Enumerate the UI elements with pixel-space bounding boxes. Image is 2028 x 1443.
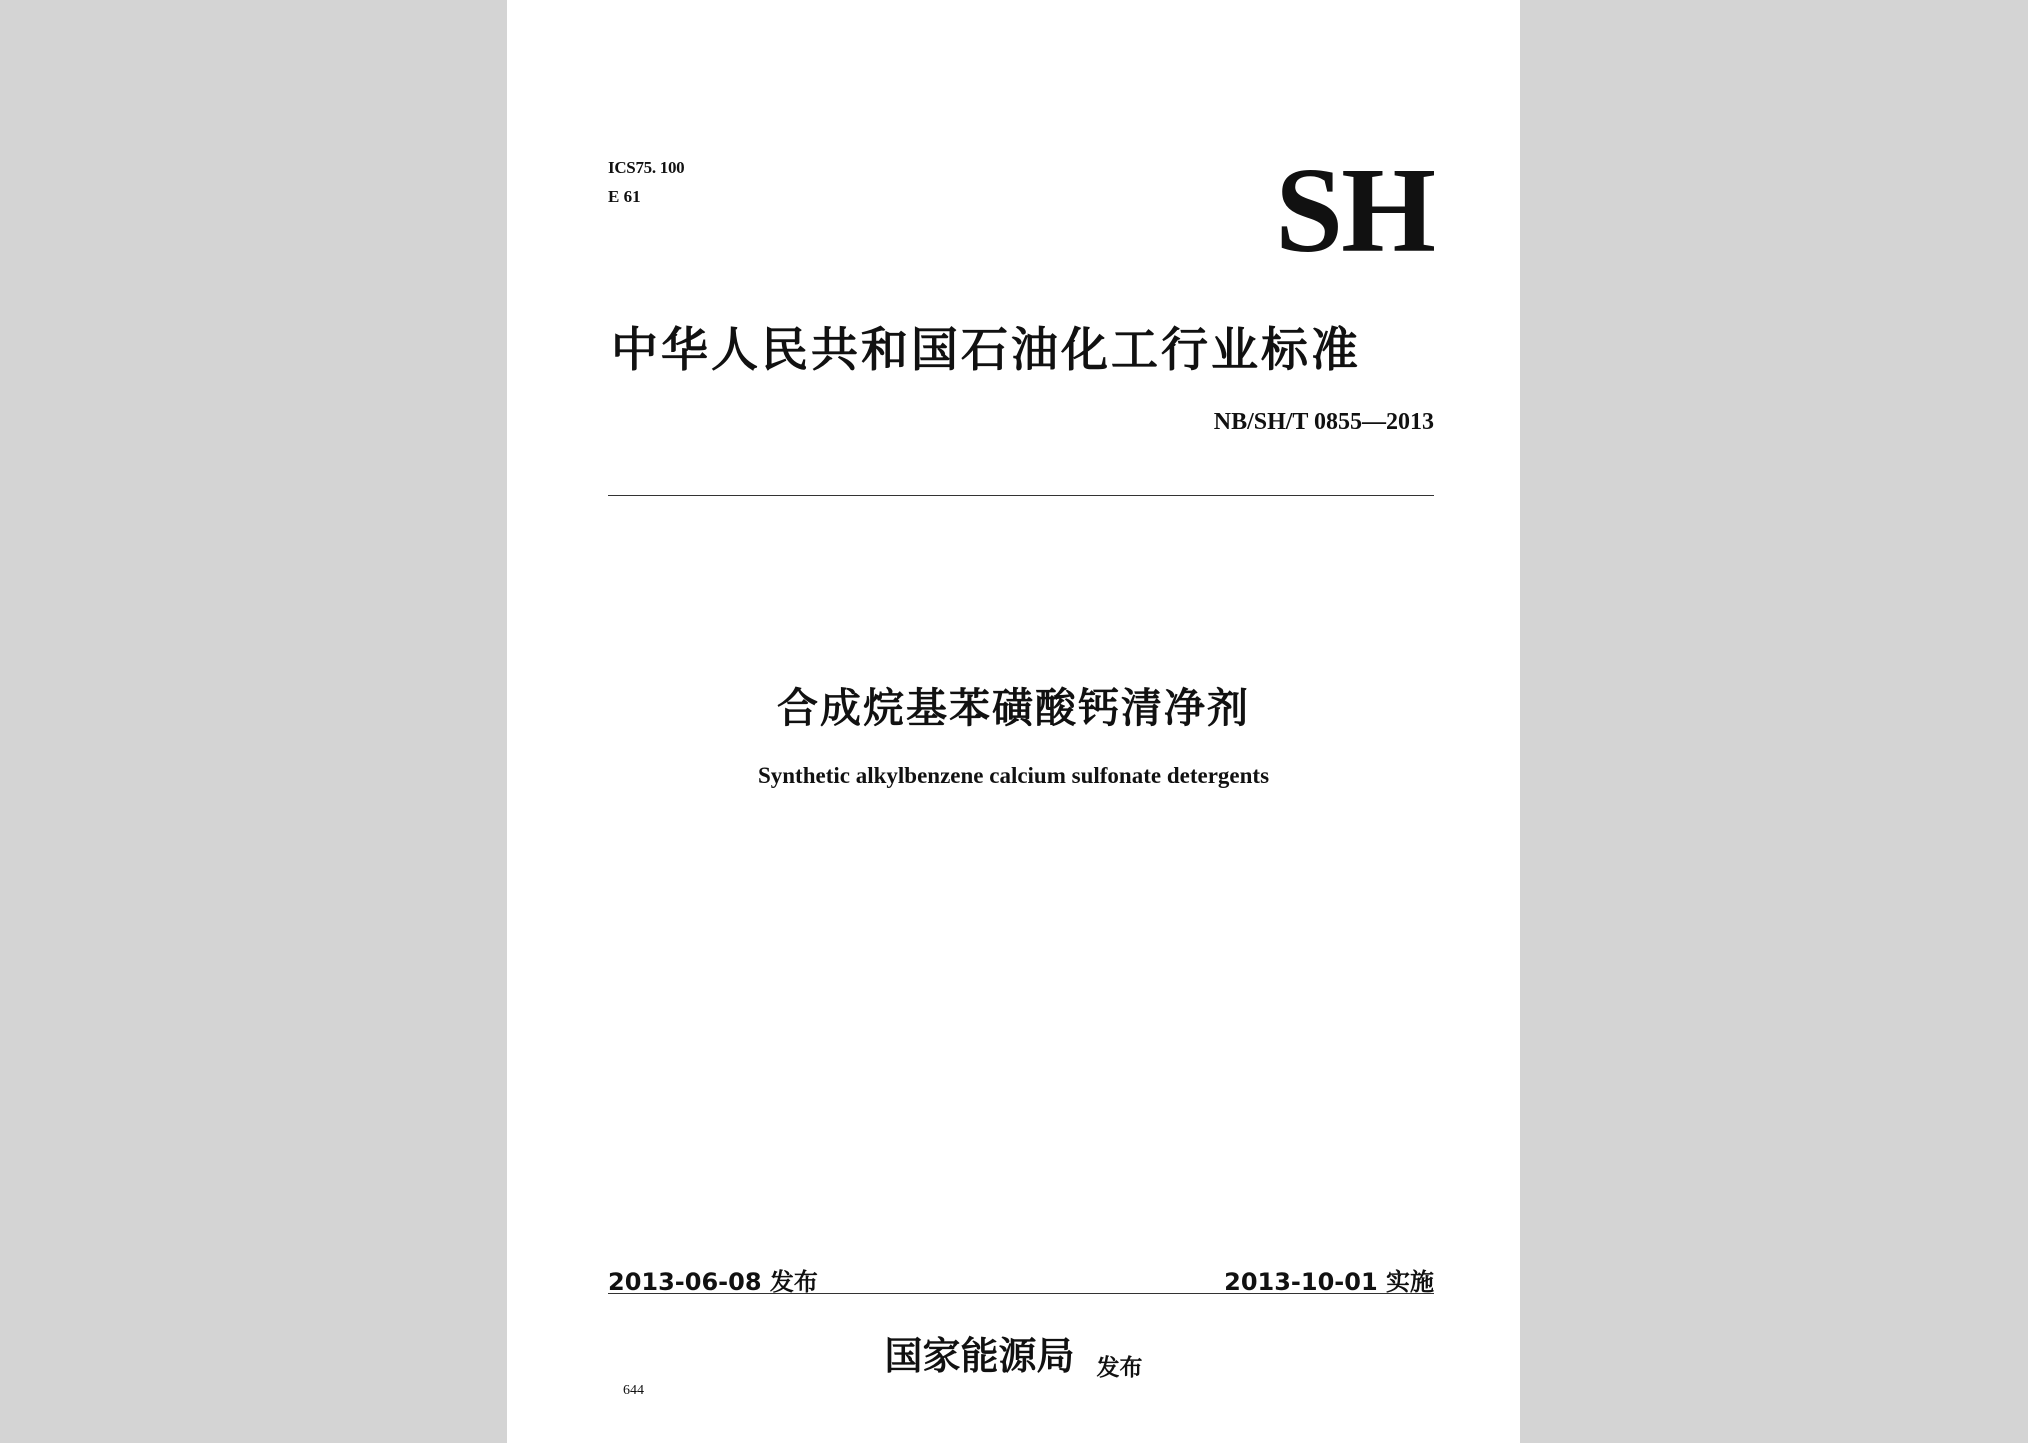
standard-cover-page xyxy=(507,0,1520,1443)
footer-divider xyxy=(608,1293,1434,1294)
implementation-date: 2013-10-01 实施 xyxy=(1224,1268,1434,1296)
issue-date: 2013-06-08 发布 xyxy=(608,1268,818,1296)
ccs-code: E 61 xyxy=(608,187,641,206)
title-chinese: 合成烷基苯磺酸钙清净剂 xyxy=(777,684,1250,732)
standard-category-heading: 中华人民共和国石油化工行业标准 xyxy=(611,323,1361,378)
standard-mark-logo: SH xyxy=(1275,143,1434,278)
issuer-suffix: 发布 xyxy=(1096,1355,1143,1381)
issuer-name: 国家能源局 xyxy=(884,1334,1075,1378)
header-divider xyxy=(608,495,1434,496)
title-english: Synthetic alkylbenzene calcium sulfonate detergents xyxy=(757,763,1270,788)
issuer-line xyxy=(507,1325,1520,1382)
ics-code: ICS75. 100 xyxy=(608,158,685,177)
standard-number: NB/SH/T 0855—2013 xyxy=(1213,409,1434,435)
page-number: 644 xyxy=(623,1383,644,1398)
